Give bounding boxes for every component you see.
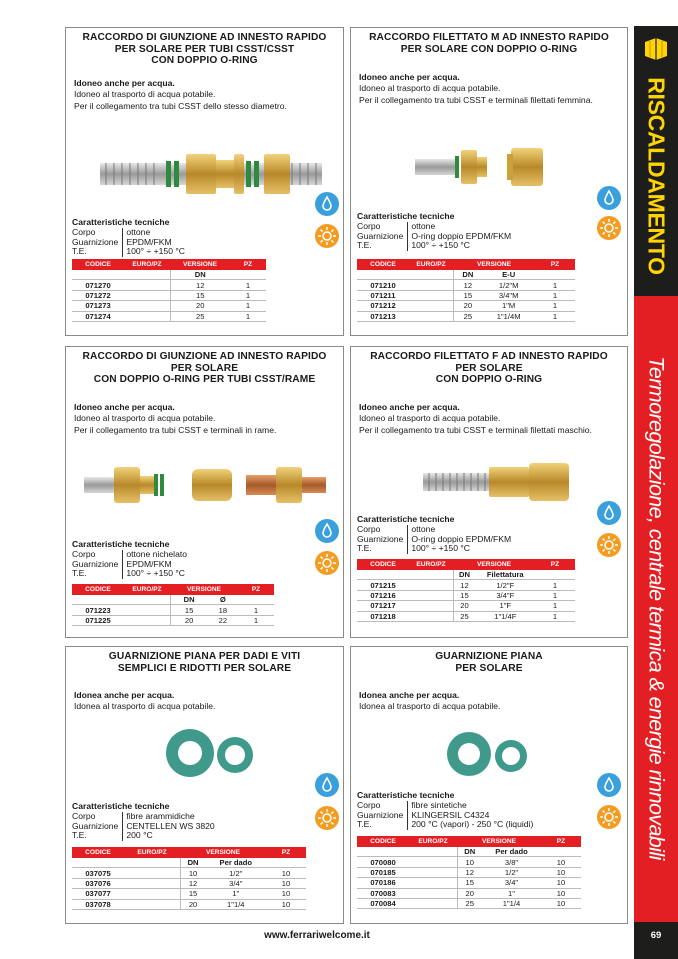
water-drop-icon — [597, 501, 621, 525]
table-row: 037077 15 1" 10 — [72, 889, 306, 899]
product-description: Idonea anche per acqua. Idonea al trasporto di acqua potabile. — [74, 690, 216, 712]
table-row: 070080 10 3/8" 10 — [357, 857, 581, 867]
table-row: 071211 15 3/4"M 1 — [357, 290, 575, 300]
product-table: CODICE EURO/PZ VERSIONE PZ DN Filettatura 071215 12 1/2"F 1 071216 15 3/4"F 1 071217 20 1"F 1 071218 25 1"1/4F 1 — [357, 559, 575, 622]
panel-title: GUARNIZIONE PIANA PER SOLARE — [435, 651, 543, 674]
product-table: CODICE EURO/PZ VERSIONE PZ DN Ø 071223 15 18 1 071225 20 22 1 — [72, 584, 274, 626]
technical-specs: Caratteristiche tecniche Corpo fibre sintetiche Guarnizione KLINGERSIL C4324 T.E. 200 °C (vapori) - 250 °C (liquidi) — [357, 790, 534, 830]
sun-icon — [597, 805, 621, 829]
website-footer: www.ferrariwelcome.it — [264, 930, 370, 941]
table-row: 071274 25 1 — [72, 311, 266, 321]
product-image — [100, 146, 322, 204]
table-row: 071270 12 1 — [72, 280, 266, 290]
product-table: CODICE EURO/PZ VERSIONE PZ DN E-U 071210 12 1/2"M 1 071211 15 3/4"M 1 071212 20 1"M 1 071213 25 1"1/4M 1 — [357, 259, 575, 322]
water-drop-icon — [315, 519, 339, 543]
technical-specs: Caratteristiche tecniche Corpo ottone nichelato Guarnizione EPDM/FKM T.E. 100° ÷ +150 °C — [72, 539, 188, 579]
product-image — [84, 461, 328, 509]
table-row: 071217 20 1"F 1 — [357, 601, 575, 611]
table-row: 070084 25 1"1/4 10 — [357, 898, 581, 908]
sun-icon — [597, 533, 621, 557]
sun-icon — [315, 806, 339, 830]
table-row: 071210 12 1/2"M 1 — [357, 280, 575, 290]
table-row: 071215 12 1/2"F 1 — [357, 580, 575, 590]
water-drop-icon — [597, 186, 621, 210]
table-row: 070083 20 1" 10 — [357, 888, 581, 898]
product-description: Idoneo anche per acqua. Idoneo al trasporto di acqua potabile. Per il collegamento tra tubi CSST e terminali filettati maschio. — [359, 402, 592, 435]
panel-title: RACCORDO FILETTATO M AD INNESTO RAPIDO PER SOLARE CON DOPPIO O-RING — [369, 32, 609, 55]
sun-icon — [597, 216, 621, 240]
table-row: 071216 15 3/4"F 1 — [357, 590, 575, 600]
product-panel-3 — [65, 346, 344, 638]
table-row: 037078 20 1"1/4 10 — [72, 899, 306, 909]
product-image — [437, 729, 533, 779]
product-panel-6 — [350, 646, 628, 924]
technical-specs: Caratteristiche tecniche Corpo ottone Guarnizione O-ring doppio EPDM/FKM T.E. 100° ÷ +150 °C — [357, 211, 512, 251]
table-row: 071273 20 1 — [72, 301, 266, 311]
product-description: Idoneo anche per acqua. Idoneo al trasporto di acqua potabile. Per il collegamento tra tubi CSST e terminali filettati femmina. — [359, 72, 593, 105]
product-panel-4 — [350, 346, 628, 638]
table-row: 037075 10 1/2" 10 — [72, 868, 306, 878]
sun-icon — [315, 551, 339, 575]
product-table: CODICE EURO/PZ VERSIONE PZ DN 071270 12 1 071272 15 1 071273 20 1 071274 25 1 — [72, 259, 266, 322]
panel-title: RACCORDO DI GIUNZIONE AD INNESTO RAPIDO PER SOLARE CON DOPPIO O-RING PER TUBI CSST/RAME — [82, 351, 327, 385]
product-table: CODICE EURO/PZ VERSIONE PZ DN Per dado 070080 10 3/8" 10 070185 12 1/2" 10 070186 15 3/4" 10 070083 20 1" 10 070084 25 1"1/4 10 — [357, 836, 581, 909]
product-image — [160, 727, 256, 779]
page-number: 69 — [650, 930, 662, 941]
panel-title: GUARNIZIONE PIANA PER DADI E VITI SEMPLICI E RIDOTTI PER SOLARE — [108, 651, 301, 674]
table-row: 071212 20 1"M 1 — [357, 301, 575, 311]
product-image — [415, 142, 555, 192]
technical-specs: Caratteristiche tecniche Corpo ottone Guarnizione EPDM/FKM T.E. 100° ÷ +150 °C — [72, 217, 185, 257]
product-panel-5 — [65, 646, 344, 924]
water-drop-icon — [315, 773, 339, 797]
water-drop-icon — [315, 192, 339, 216]
product-description: Idonea anche per acqua. Idonea al trasporto di acqua potabile. — [359, 690, 501, 712]
table-row: 071225 20 22 1 — [72, 615, 274, 625]
product-image — [423, 461, 573, 503]
radiator-icon — [642, 36, 670, 62]
product-panel-1 — [65, 27, 344, 336]
table-row: 070186 15 3/4" 10 — [357, 878, 581, 888]
panel-title: RACCORDO FILETTATO F AD INNESTO RAPIDO PER SOLARE CON DOPPIO O-RING — [370, 351, 608, 385]
table-row: 071218 25 1"1/4F 1 — [357, 611, 575, 621]
product-description: Idoneo anche per acqua. Idoneo al trasporto di acqua potabile. Per il collegamento tra tubi CSST e terminali in rame. — [74, 402, 277, 435]
sun-icon — [315, 224, 339, 248]
product-table: CODICE EURO/PZ VERSIONE PZ DN Per dado 037075 10 1/2" 10 037076 12 3/4" 10 037077 15 1" 10 037078 20 1"1/4 10 — [72, 847, 306, 910]
table-row: 071272 15 1 — [72, 290, 266, 300]
table-row: 071223 15 18 1 — [72, 605, 274, 615]
product-description: Idoneo anche per acqua. Idoneo al trasporto di acqua potabile. Per il collegamento tra tubi CSST dello stesso diametro. — [74, 78, 287, 111]
table-row: 037076 12 3/4" 10 — [72, 878, 306, 888]
panel-title: RACCORDO DI GIUNZIONE AD INNESTO RAPIDO PER SOLARE PER TUBI CSST/CSST CON DOPPIO O-RING — [82, 32, 327, 66]
water-drop-icon — [597, 773, 621, 797]
technical-specs: Caratteristiche tecniche Corpo ottone Guarnizione O-ring doppio EPDM/FKM T.E. 100° ÷ +150 °C — [357, 514, 512, 554]
product-panel-2 — [350, 27, 628, 336]
table-row: 071213 25 1"1/4M 1 — [357, 311, 575, 321]
technical-specs: Caratteristiche tecniche Corpo fibre arammidiche Guarnizione CENTELLEN WS 3820 T.E. 200 °C — [72, 801, 215, 841]
table-row: 070185 12 1/2" 10 — [357, 867, 581, 877]
